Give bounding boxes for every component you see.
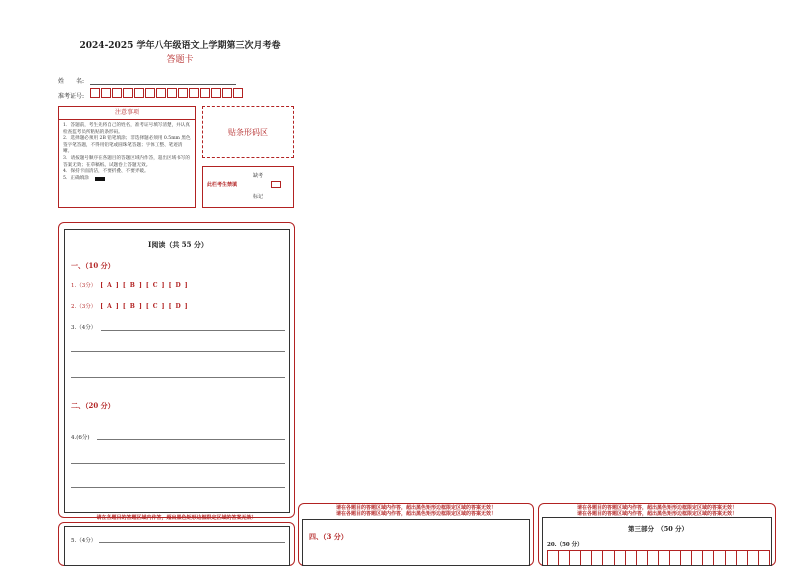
question-1-label: 1.（3分） xyxy=(71,283,97,289)
notice-item: 4．保持卡面清洁，不要折叠、不要弄破。 xyxy=(63,169,149,175)
answer-area-warning: 请在各题目的答题区域内作答，超出黑色矩形边框限定区域的答案无效！ xyxy=(96,515,257,521)
reading-title: Ⅰ阅读（共 55 分） xyxy=(148,240,208,249)
part-three-heading: 第三部分 （50 分） xyxy=(627,525,689,533)
id-digit-cell[interactable] xyxy=(200,88,210,98)
question-4-label: 4.(6分) xyxy=(71,435,90,441)
absent-note: 此栏考生禁填 xyxy=(207,182,238,188)
id-digit-cell[interactable] xyxy=(134,88,144,98)
middle-warning: 请在各题目的答题区域内作答，超出黑色矩形边框限定区域的答案无效！ xyxy=(335,511,496,517)
absent-checkbox[interactable] xyxy=(271,181,281,188)
right-warning: 请在各题目的答题区域内作答，超出黑色矩形边框限定区域的答案无效！ xyxy=(576,511,737,517)
composition-grid-cell[interactable] xyxy=(559,551,570,565)
section-two-heading: 二、（20 分） xyxy=(71,401,115,410)
composition-grid-cell[interactable] xyxy=(759,551,770,565)
id-digit-cell[interactable] xyxy=(112,88,122,98)
composition-grid-cell[interactable] xyxy=(748,551,759,565)
id-digit-cell[interactable] xyxy=(211,88,221,98)
section-four-area xyxy=(302,519,530,566)
answer-line[interactable] xyxy=(101,330,285,331)
name-label: 姓 名: xyxy=(58,78,85,85)
question-3-label: 3.（4分） xyxy=(71,325,97,331)
composition-grid-cell[interactable] xyxy=(615,551,626,565)
id-digit-cell[interactable] xyxy=(178,88,188,98)
question-1 xyxy=(71,281,189,289)
id-digit-cell[interactable] xyxy=(222,88,232,98)
question-2 xyxy=(71,302,189,310)
id-digit-cell[interactable] xyxy=(123,88,133,98)
barcode-label: 贴条形码区 xyxy=(228,127,268,137)
answer-line[interactable] xyxy=(71,377,285,378)
notice-item: 5．正确填涂 xyxy=(63,175,89,181)
absent-label: 缺考 xyxy=(253,173,264,179)
id-digit-cell[interactable] xyxy=(90,88,100,98)
middle-warning: 请在各题目的答题区域内作答，超出黑色矩形边框限定区域的答案无效！ xyxy=(335,505,496,511)
composition-grid-cell[interactable] xyxy=(648,551,659,565)
composition-grid-cell[interactable] xyxy=(670,551,681,565)
id-digit-cell[interactable] xyxy=(101,88,111,98)
absent-mark-label: 标记 xyxy=(253,194,264,200)
composition-grid-cell[interactable] xyxy=(603,551,614,565)
id-digit-cell[interactable] xyxy=(233,88,243,98)
composition-grid-cell[interactable] xyxy=(714,551,725,565)
answer-line[interactable] xyxy=(71,351,285,352)
answer-line[interactable] xyxy=(71,463,285,464)
notice-box xyxy=(58,106,196,208)
right-warning: 请在各题目的答题区域内作答，超出黑色矩形边框限定区域的答案无效！ xyxy=(576,505,737,511)
composition-grid-cell[interactable] xyxy=(581,551,592,565)
id-digit-cell[interactable] xyxy=(156,88,166,98)
composition-grid[interactable] xyxy=(547,550,770,565)
section-one-heading: 一、（10 分） xyxy=(71,261,115,270)
composition-grid-cell[interactable] xyxy=(637,551,648,565)
composition-grid-cell[interactable] xyxy=(659,551,670,565)
notice-item: 1．答题前，考生先将自己的姓名，准考证号填写清楚，并认真检查监考员所粘贴的条形码。 xyxy=(63,123,190,135)
question-1-options[interactable]: [ A ] [ B ] [ C ] [ D ] xyxy=(100,282,189,289)
reading-answer-area xyxy=(64,229,290,513)
composition-grid-cell[interactable] xyxy=(570,551,581,565)
id-cells[interactable] xyxy=(90,88,244,98)
notice-item: 2．选择题必须用 2B 铅笔填涂；非选择题必须用 0.5mm 黑色签字笔答题，不得用铅笔或圆珠笔答题；字体工整、笔迹清晰。 xyxy=(63,136,191,155)
name-field[interactable] xyxy=(90,76,236,85)
question-5-label: 5.（4分） xyxy=(71,538,97,544)
id-digit-cell[interactable] xyxy=(145,88,155,98)
page-title: 2024-2025 学年八年级语文上学期第三次月考卷 xyxy=(79,41,281,51)
filled-sample-icon xyxy=(95,177,105,181)
section-four-heading: 四、（3 分） xyxy=(309,532,348,541)
notice-item: 3．请按题号顺序在各题目的答题区域内作答，超出区域书写的答案无效；在草稿纸、试题卷上答题无效。 xyxy=(63,155,190,168)
barcode-area xyxy=(202,106,294,158)
id-label: 准考证号: xyxy=(58,93,85,100)
notice-body xyxy=(59,120,195,185)
composition-grid-cell[interactable] xyxy=(703,551,714,565)
composition-grid-cell[interactable] xyxy=(681,551,692,565)
id-digit-cell[interactable] xyxy=(167,88,177,98)
composition-grid-cell[interactable] xyxy=(592,551,603,565)
answer-line[interactable] xyxy=(71,487,285,488)
notice-title: 注意事项 xyxy=(59,107,195,120)
page-subtitle: 答题卡 xyxy=(166,55,194,65)
composition-grid-cell[interactable] xyxy=(737,551,748,565)
question-2-options[interactable]: [ A ] [ B ] [ C ] [ D ] xyxy=(100,303,189,310)
absent-box xyxy=(202,166,294,208)
id-digit-cell[interactable] xyxy=(189,88,199,98)
composition-grid-cell[interactable] xyxy=(626,551,637,565)
question-5-area xyxy=(64,526,290,566)
answer-line[interactable] xyxy=(97,439,285,440)
question-2-label: 2.（3分） xyxy=(71,304,97,310)
composition-grid-cell[interactable] xyxy=(726,551,737,565)
composition-grid-cell[interactable] xyxy=(692,551,703,565)
composition-grid-cell[interactable] xyxy=(548,551,559,565)
composition-area xyxy=(542,517,772,566)
question-20-label: 20.（50 分） xyxy=(547,542,583,548)
answer-line[interactable] xyxy=(99,542,285,543)
